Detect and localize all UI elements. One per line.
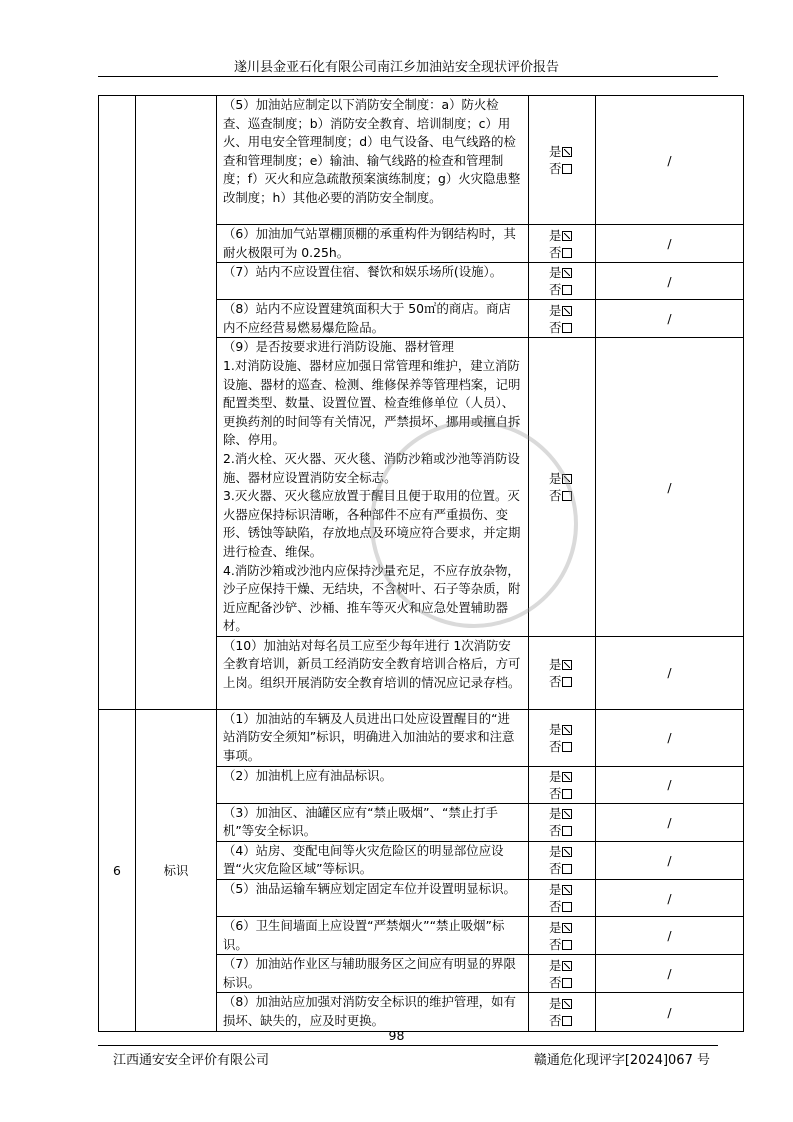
requirement-text: （2）加油机上应有油品标识。 xyxy=(217,766,529,803)
yes-option xyxy=(529,656,595,673)
no-checkbox[interactable] xyxy=(562,164,572,174)
item-number-cell xyxy=(99,96,136,710)
result-cell: / xyxy=(596,917,744,955)
result-cell: / xyxy=(596,636,744,709)
yes-checkbox[interactable] xyxy=(562,961,572,971)
yes-label: 是 xyxy=(549,144,562,159)
requirement-text: （6）加油加气站罩棚顶棚的承重构件为钢结构时，其耐火极限可为 0.25h。 xyxy=(217,225,529,263)
yes-checkbox[interactable] xyxy=(562,268,572,278)
yes-no-cell xyxy=(529,96,596,225)
no-checkbox[interactable] xyxy=(562,248,572,258)
requirement-text: （8）加油站应加强对消防安全标识的维护管理，如有损坏、缺失的，应及时更换。 xyxy=(217,993,529,1031)
no-option xyxy=(529,822,595,839)
no-label: 否 xyxy=(549,244,562,260)
yes-no-cell xyxy=(529,300,596,338)
result-cell: / xyxy=(596,338,744,637)
no-option xyxy=(529,936,595,953)
yes-label: 是 xyxy=(549,919,562,935)
no-label: 否 xyxy=(549,974,562,990)
no-checkbox[interactable] xyxy=(562,789,572,799)
no-checkbox[interactable] xyxy=(562,826,572,836)
no-label: 否 xyxy=(549,488,562,504)
yes-label: 是 xyxy=(549,656,562,672)
no-option xyxy=(529,785,595,802)
result-cell: / xyxy=(596,803,744,841)
no-label: 否 xyxy=(549,319,562,335)
result-cell: / xyxy=(596,955,744,993)
no-label: 否 xyxy=(549,282,562,298)
yes-option xyxy=(529,881,595,898)
yes-checkbox[interactable] xyxy=(562,847,572,857)
yes-option xyxy=(529,805,595,822)
requirement-text: （1）加油站的车辆及人员进出口处应设置醒目的“进站消防安全须知”标识，明确进入加油站的要求和注意事项。 xyxy=(217,709,529,766)
no-checkbox[interactable] xyxy=(562,940,572,950)
yes-checkbox[interactable] xyxy=(562,885,572,895)
requirement-text: （3）加油区、油罐区应有“禁止吸烟”、“禁止打手机”等安全标识。 xyxy=(217,803,529,841)
yes-no-cell xyxy=(529,880,596,917)
yes-label: 是 xyxy=(549,806,562,822)
requirement-text: （6）卫生间墙面上应设置“严禁烟火”“禁止吸烟”标识。 xyxy=(217,917,529,955)
yes-label: 是 xyxy=(549,768,562,784)
result-cell: / xyxy=(596,96,744,225)
yes-checkbox[interactable] xyxy=(562,923,572,933)
yes-option xyxy=(529,768,595,785)
no-checkbox[interactable] xyxy=(562,978,572,988)
no-option xyxy=(529,860,595,877)
no-label: 否 xyxy=(549,785,562,801)
no-checkbox[interactable] xyxy=(562,323,572,333)
yes-option xyxy=(529,843,595,860)
yes-label: 是 xyxy=(549,721,562,737)
yes-option xyxy=(529,919,595,936)
result-cell: / xyxy=(596,263,744,300)
no-checkbox[interactable] xyxy=(562,742,572,752)
requirement-text: （4）站房、变配电间等火灾危险区的明显部位应设置“火灾危险区域”等标识。 xyxy=(217,841,529,879)
no-label: 否 xyxy=(549,899,562,915)
requirement-text: （7）站内不应设置住宿、餐饮和娱乐场所(设施）。 xyxy=(217,263,529,300)
no-label: 否 xyxy=(549,161,562,176)
no-option xyxy=(529,281,595,298)
footer-company: 江西通安安全评价有限公司 xyxy=(113,1053,270,1068)
yes-option xyxy=(529,264,595,281)
yes-label: 是 xyxy=(549,471,562,487)
result-cell: / xyxy=(596,993,744,1031)
requirement-text: （5）油品运输车辆应划定固定车位并设置明显标识。 xyxy=(217,880,529,917)
no-option xyxy=(529,974,595,991)
requirement-text: （9）是否按要求进行消防设施、器材管理 1.对消防设施、器材应加强日常管理和维护，建立消防设施、器材的巡查、检测、维修保养等管理档案，记明配置类型、数量、设置位置、检查维修单位（人员）、更换药剂的时间等有关情况，严禁损坏、挪用或擅自拆除、停用。 2.消火栓、灭火器、灭火毯、消防沙箱或沙池等消防设施、器材应设置消防安全标志。 3.灭火器、灭火毯应放置于醒目且便于取用的位置。灭火器应保持标识清晰，各种部件不应有严重损伤、变形、锈蚀等缺陷，存放地点及环境应符合要求，并定期进行检查、维保。 4.消防沙箱或沙池内应保持沙量充足，不应存放杂物，沙子应保持干燥、无结块，不含树叶、石子等杂质，附近应配备沙铲、沙桶、推车等灭火和应急处置辅助器材。 xyxy=(217,338,529,637)
no-option xyxy=(529,160,595,177)
yes-option xyxy=(529,302,595,319)
yes-option xyxy=(529,143,595,160)
yes-no-cell xyxy=(529,955,596,993)
item-number-cell: 6 xyxy=(99,709,136,1031)
yes-checkbox[interactable] xyxy=(562,306,572,316)
yes-label: 是 xyxy=(549,996,562,1011)
yes-label: 是 xyxy=(549,957,562,973)
requirement-text: （7）加油站作业区与辅助服务区之间应有明显的界限标识。 xyxy=(217,955,529,993)
yes-no-cell xyxy=(529,803,596,841)
yes-option xyxy=(529,227,595,244)
category-cell xyxy=(136,96,217,710)
result-cell: / xyxy=(596,880,744,917)
yes-no-cell xyxy=(529,636,596,709)
no-label: 否 xyxy=(549,936,562,952)
table-row xyxy=(99,709,744,766)
page-header-title: 遂川县金亚石化有限公司南江乡加油站安全现状评价报告 xyxy=(233,60,559,75)
result-cell: / xyxy=(596,841,744,879)
yes-no-cell xyxy=(529,917,596,955)
no-checkbox[interactable] xyxy=(562,1016,572,1026)
no-label: 否 xyxy=(549,673,562,689)
yes-checkbox[interactable] xyxy=(562,772,572,782)
yes-label: 是 xyxy=(549,844,562,860)
no-checkbox[interactable] xyxy=(562,491,572,501)
yes-option xyxy=(529,995,595,1012)
result-cell: / xyxy=(596,300,744,338)
no-checkbox[interactable] xyxy=(562,285,572,295)
yes-no-cell xyxy=(529,709,596,766)
yes-label: 是 xyxy=(549,265,562,281)
requirement-text: （5）加油站应制定以下消防安全制度：a）防火检查、巡查制度；b）消防安全教育、培训制度；c）用火、用电安全管理制度；d）电气设备、电气线路的检查和管理制度；e）输油、输气线路的检查和管理制度；f）灭火和应急疏散预案演练制度；g）火灾隐患整改制度；h）其他必要的消防安全制度。 xyxy=(217,96,529,225)
yes-no-cell xyxy=(529,841,596,879)
yes-checkbox[interactable] xyxy=(562,231,572,241)
no-option xyxy=(529,673,595,690)
no-option xyxy=(529,1012,595,1029)
no-label: 否 xyxy=(549,738,562,754)
result-cell: / xyxy=(596,709,744,766)
yes-no-cell xyxy=(529,263,596,300)
yes-checkbox[interactable] xyxy=(562,660,572,670)
yes-label: 是 xyxy=(549,882,562,898)
page-number: 98 xyxy=(388,1028,405,1043)
header-divider xyxy=(98,76,718,77)
no-option xyxy=(529,487,595,504)
result-cell: / xyxy=(596,766,744,803)
yes-label: 是 xyxy=(549,302,562,318)
no-option xyxy=(529,244,595,261)
yes-option xyxy=(529,470,595,487)
yes-checkbox[interactable] xyxy=(562,725,572,735)
inspection-table xyxy=(98,95,744,1032)
footer-doc-number: 赣通危化现评字[2024]067 号 xyxy=(533,1053,710,1068)
yes-option xyxy=(529,721,595,738)
yes-checkbox[interactable] xyxy=(562,809,572,819)
yes-checkbox[interactable] xyxy=(562,147,572,157)
no-label: 否 xyxy=(549,823,562,839)
yes-no-cell xyxy=(529,993,596,1031)
no-label: 否 xyxy=(549,861,562,877)
yes-label: 是 xyxy=(549,227,562,243)
yes-no-cell xyxy=(529,225,596,263)
category-cell: 标识 xyxy=(136,709,217,1031)
no-checkbox[interactable] xyxy=(562,677,572,687)
no-checkbox[interactable] xyxy=(562,902,572,912)
no-option xyxy=(529,898,595,915)
yes-no-cell xyxy=(529,766,596,803)
requirement-text: （8）站内不应设置建筑面积大于 50㎡的商店。商店内不应经营易燃易爆危险品。 xyxy=(217,300,529,338)
yes-option xyxy=(529,957,595,974)
no-label: 否 xyxy=(549,1013,562,1028)
footer-divider xyxy=(98,1045,718,1046)
result-cell: / xyxy=(596,225,744,263)
yes-checkbox[interactable] xyxy=(562,999,572,1009)
table-row xyxy=(99,96,744,225)
no-checkbox[interactable] xyxy=(562,864,572,874)
yes-checkbox[interactable] xyxy=(562,474,572,484)
no-option xyxy=(529,738,595,755)
yes-no-cell xyxy=(529,338,596,637)
requirement-text: （10）加油站对每名员工应至少每年进行 1次消防安全教育培训，新员工经消防安全教育培训合格后，方可上岗。组织开展消防安全教育培训的情况应记录存档。 xyxy=(217,636,529,709)
no-option xyxy=(529,319,595,336)
